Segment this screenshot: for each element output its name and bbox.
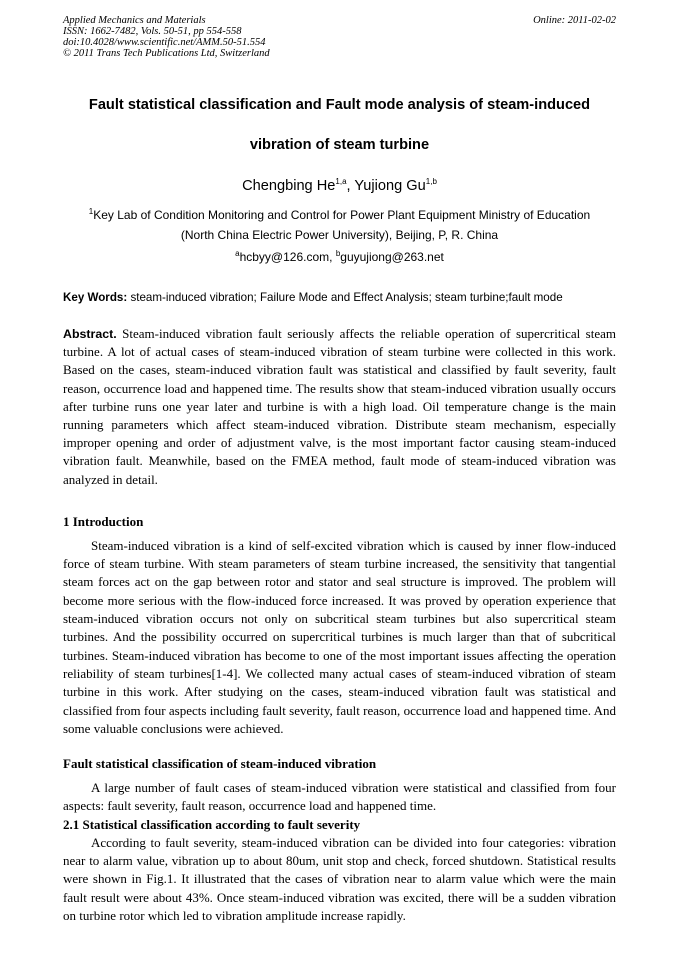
doi-line: doi:10.4028/www.scientific.net/AMM.50-51.554 <box>63 37 266 48</box>
author-2-affiliation-mark: 1,b <box>425 177 437 187</box>
section-heading-introduction: 1 Introduction <box>63 513 144 529</box>
author-list <box>63 177 616 195</box>
journal-header <box>63 15 616 59</box>
affiliation <box>63 205 616 245</box>
online-date: Online: 2011-02-02 <box>533 15 616 26</box>
author-separator: , <box>346 178 355 194</box>
keywords-text: steam-induced vibration; Failure Mode and Effect Analysis; steam turbine;fault mode <box>127 291 563 304</box>
fault-severity-paragraph: According to fault severity, steam-induced vibration can be divided into four categories: vibration near to alarm value, vibration up to about 80um, unit stop and check, forced shutdown. Statistical results were shown in Fig.1. It illustrated that the cases of vibration near to alarm value which were the main fault result were about 43%. Once steam-induced vibration was excited, there will be a sudden vibration on turbine rotor which led to vibration amplitude increase rapidly. <box>63 834 616 923</box>
author-1-affiliation-mark: 1,a <box>335 177 347 187</box>
subsection-heading-2-1: 2.1 Statistical classification according to fault severity <box>63 816 361 832</box>
abstract-text: Steam-induced vibration fault seriously affects the reliable operation of supercritical steam turbine. A lot of actual cases of steam-induced vibration of steam turbine were collected in this work. Based on the cases, steam-induced vibration fault was statistical and classified by fault severity, fault reason, occurrence load and happened time. The results show that steam-induced vibration usually occurs after turbine runs one year later and turbine is with a high load. Oil temperature change is the main running parameters which affect steam-induced vibration. Distribute steam mechanism, especially improper opening and order of adjustment valve, is the most important factor causing steam-induced vibration fault. Meanwhile, based on the FMEA method, fault mode of steam-induced vibration was analyzed in detail. <box>63 326 616 487</box>
copyright-line: © 2011 Trans Tech Publications Ltd, Switzerland <box>63 48 270 59</box>
affiliation-mark: 1 <box>88 207 94 216</box>
abstract-label: Abstract. <box>63 327 117 341</box>
issn-line: ISSN: 1662-7482, Vols. 50-51, pp 554-558 <box>63 26 242 37</box>
section-heading-fault-classification: Fault statistical classification of steam-induced vibration <box>63 756 377 772</box>
introduction-paragraph: Steam-induced vibration is a kind of self-excited vibration which is caused by inner flow-induced force of steam turbine. With steam parameters of steam turbine increased, the sensitivity that tangential steam forces act on the gap between rotor and stator and seal structure is improved. The problem will become more serious with the flow-induced force increased. It was proved by operation experience that steam-induced vibration occurs not only on subcritical steam turbines but also supercritical steam turbines. And the possibility occurred on supercritical turbines is much larger than that of subcritical turbines. Steam-induced vibration has become to one of the most important issues affecting the operation reliability of steam turbines[1-4]. We collected many actual cases of steam-induced vibration of steam turbine in this work. After studying on the cases, steam-induced vibration fault was statistical and classified from four aspects including fault severity, fault reason, occurrence load and happened time. And some valuable conclusions were achieved. <box>63 537 616 736</box>
fault-classification-paragraph: A large number of fault cases of steam-induced vibration were statistical and classified from four aspects: fault severity, fault reason, occurrence load and happened time. <box>63 780 616 814</box>
abstract <box>63 325 616 489</box>
keywords <box>63 290 616 306</box>
email-mark-b: b <box>335 249 341 258</box>
author-emails <box>63 247 616 267</box>
title-line-2: vibration of steam turbine <box>249 137 430 153</box>
keywords-label: Key Words: <box>63 291 128 304</box>
author-1: Chengbing He <box>242 178 336 194</box>
email-b: guyujiong@263.net <box>340 250 444 264</box>
paper-page <box>63 15 616 925</box>
journal-name: Applied Mechanics and Materials <box>63 15 206 26</box>
email-mark-a: a <box>235 249 240 258</box>
affiliation-line-1: $^1$Key Lab of Condition Monitoring and Control for Power Plant Equipment Ministry of Education <box>88 207 591 222</box>
author-2: Yujiong Gu <box>354 178 426 194</box>
title-line-1: Fault statistical classification and Fault mode analysis of steam-induced <box>88 97 591 113</box>
affiliation-line-2: (North China Electric Power University), Beijing, P, R. China <box>180 228 499 242</box>
paper-title <box>63 85 616 165</box>
email-a: hcbyy@126.com, <box>239 250 336 264</box>
